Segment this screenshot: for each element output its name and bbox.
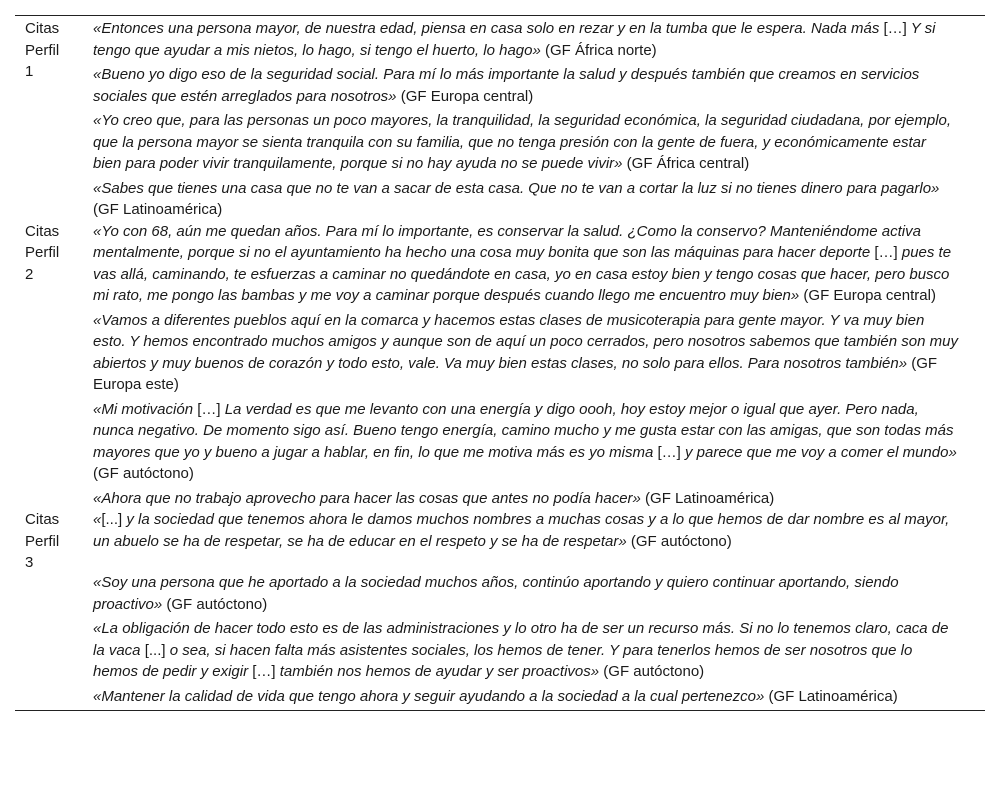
profile-label [15, 18, 93, 221]
profile-group-2 [15, 221, 985, 510]
quote-source: (GF Latinoamérica) [93, 201, 223, 218]
quote-text: La verdad es que me levanto con una energía y digo oooh, hoy estoy mejor o igual que ayer. Pero nada, nunca negativo. De momento sigo así. Bueno tengo energía, camino mucho y me gusta estar con las amigas, que son todas más mayores que yo y bueno a jugar a hablar, en fin, lo que me motiva más es yo misma [93, 400, 954, 461]
quote [93, 686, 958, 708]
quotes-table [15, 15, 985, 711]
quote-text: y la sociedad que tenemos ahora le damos muchos nombres a muchas cosas y a lo que hemos de dar nombre es al mayor, un abuelo se ha de respetar, se ha de educar en el respeto y se ha de respetar» [93, 511, 950, 550]
profile-label [15, 221, 93, 510]
quote-source: […] [657, 443, 681, 461]
quote-text: también nos hemos de ayudar y ser proactivos» [275, 663, 600, 680]
quote-text: Y si tengo que ayudar a mis nietos, lo hago, si tengo el huerto, lo hago» [93, 20, 936, 59]
table-body [15, 18, 985, 707]
profile-label-line: Citas [25, 222, 60, 240]
quote-source: (GF Latinoamérica) [764, 687, 898, 705]
quotes-cell [93, 18, 958, 221]
quote-source: (GF Europa central) [396, 87, 534, 105]
quote-text: «Yo creo que, para las personas un poco mayores, la tranquilidad, la seguridad económica, la seguridad ciudadana, por ejemplo, que la persona mayor se sienta tranquila con su familia, que no tenga presión con la gente de fuera, y económicamente estar bien para poder vivir tranquilamente, porque si no hay ayuda no se puede vivir» [93, 112, 952, 172]
quote [93, 221, 958, 307]
quote-source: (GF autóctono) [626, 532, 732, 550]
quote [93, 18, 958, 61]
quote-text: y parece que me voy a comer el mundo» [680, 443, 957, 461]
quote-source: (GF Latinoamérica) [640, 489, 775, 507]
quote-text: «Ahora que no trabajo aprovecho para hacer las cosas que antes no podía hacer» [93, 489, 641, 507]
profile-group-3 [15, 509, 985, 707]
quote-source: (GF autóctono) [93, 465, 194, 482]
quote [93, 618, 958, 683]
quote-text: pues te vas allá, caminando, te esfuerzas a caminar no quedándote en casa, yo en casa estoy bien y tengo cosas que hacer, pero busco mi rato, me pongo las bambas y me voy a caminar porque después cuando llego me encuentro muy bien» [93, 244, 952, 304]
quote-text: «Mi motivación [93, 400, 198, 418]
quote-text: «Soy una persona que he aportado a la sociedad muchos años, continúo aportando y quiero continuar aportando, siendo proactivo» [93, 574, 899, 613]
profile-label-line: Perfil [25, 41, 60, 59]
quote-source: (GF Europa central) [799, 287, 936, 304]
quote-source: [...] [101, 511, 123, 528]
quote-text: « [93, 511, 102, 528]
profile-label-line: 3 [25, 554, 34, 571]
quote [93, 509, 958, 552]
quote-source: […] [252, 663, 276, 680]
quote-source: […] [883, 20, 907, 37]
quote-source: (GF África central) [622, 155, 750, 172]
quote [93, 488, 958, 510]
profile-label-line: Citas [25, 511, 60, 528]
quote-source: (GF autóctono) [162, 595, 268, 613]
quote-text: «Entonces una persona mayor, de nuestra edad, piensa en casa solo en rezar y en la tumba que le espera. Nada más [93, 20, 884, 37]
quote-source: [...] [144, 641, 166, 659]
quote-source: (GF autóctono) [599, 663, 705, 680]
quote [93, 572, 958, 615]
quote-text: «Yo con 68, aún me quedan años. Para mí lo importante, es conservar la salud. ¿Como la conservo? Manteniéndome activa mentalmente, porque si no el ayuntamiento ha hecho una cosa muy bonita que son las máquinas para hacer deporte [93, 222, 921, 261]
quote-text: «Vamos a diferentes pueblos aquí en la comarca y hacemos estas clases de musicoterapia para gente mayor. Y va muy bien esto. Y hemos encontrado muchos amigos y aunque son de aquí un poco cerrados, pero nosotros sabemos que también son muy abiertos y muy buenos de corazón y todo esto, vale. Va muy bien estas clases, no solo para ellos. Para nosotros también» [93, 311, 958, 372]
quotes-cell [93, 509, 958, 707]
profile-label-line: Perfil [25, 244, 60, 261]
quote-text: «Bueno yo digo eso de la seguridad social. Para mí lo más importante la salud y después también que creamos en servicios sociales que estén arreglados para nosotros» [93, 66, 920, 105]
quote-text: «Sabes que tienes una casa que no te van a sacar de esta casa. Que no te van a cortar la luz si no tienes dinero para pagarlo» [93, 179, 940, 197]
profile-group-1 [15, 18, 985, 221]
quote [93, 399, 958, 485]
quote [93, 310, 958, 396]
quotes-cell [93, 221, 958, 510]
quote [93, 64, 958, 107]
quote-text: o sea, si hacen falta más asistentes sociales, los hemos de tener. Y para tenerlos hemos de ser nosotros que lo hemos de pedir y exigir [93, 641, 913, 680]
quote-source: (GF Europa este) [93, 354, 938, 393]
quote-source: (GF África norte) [540, 41, 657, 59]
profile-label-line: Citas [25, 20, 60, 37]
profile-label-line: Perfil [25, 532, 60, 550]
profile-label-line: 1 [25, 63, 34, 80]
quote [93, 178, 958, 221]
profile-label-line: 2 [25, 265, 34, 283]
quote-source: […] [874, 244, 898, 261]
quote [93, 110, 958, 175]
quote-text: «La obligación de hacer todo esto es de las administraciones y lo otro ha de ser un recurso más. Si no lo tenemos claro, caca de la vaca [93, 620, 949, 659]
profile-label [15, 509, 93, 707]
quote-source: […] [197, 400, 221, 418]
quote-text: «Mantener la calidad de vida que tengo ahora y seguir ayudando a la sociedad a la cual pertenezco» [93, 687, 765, 705]
